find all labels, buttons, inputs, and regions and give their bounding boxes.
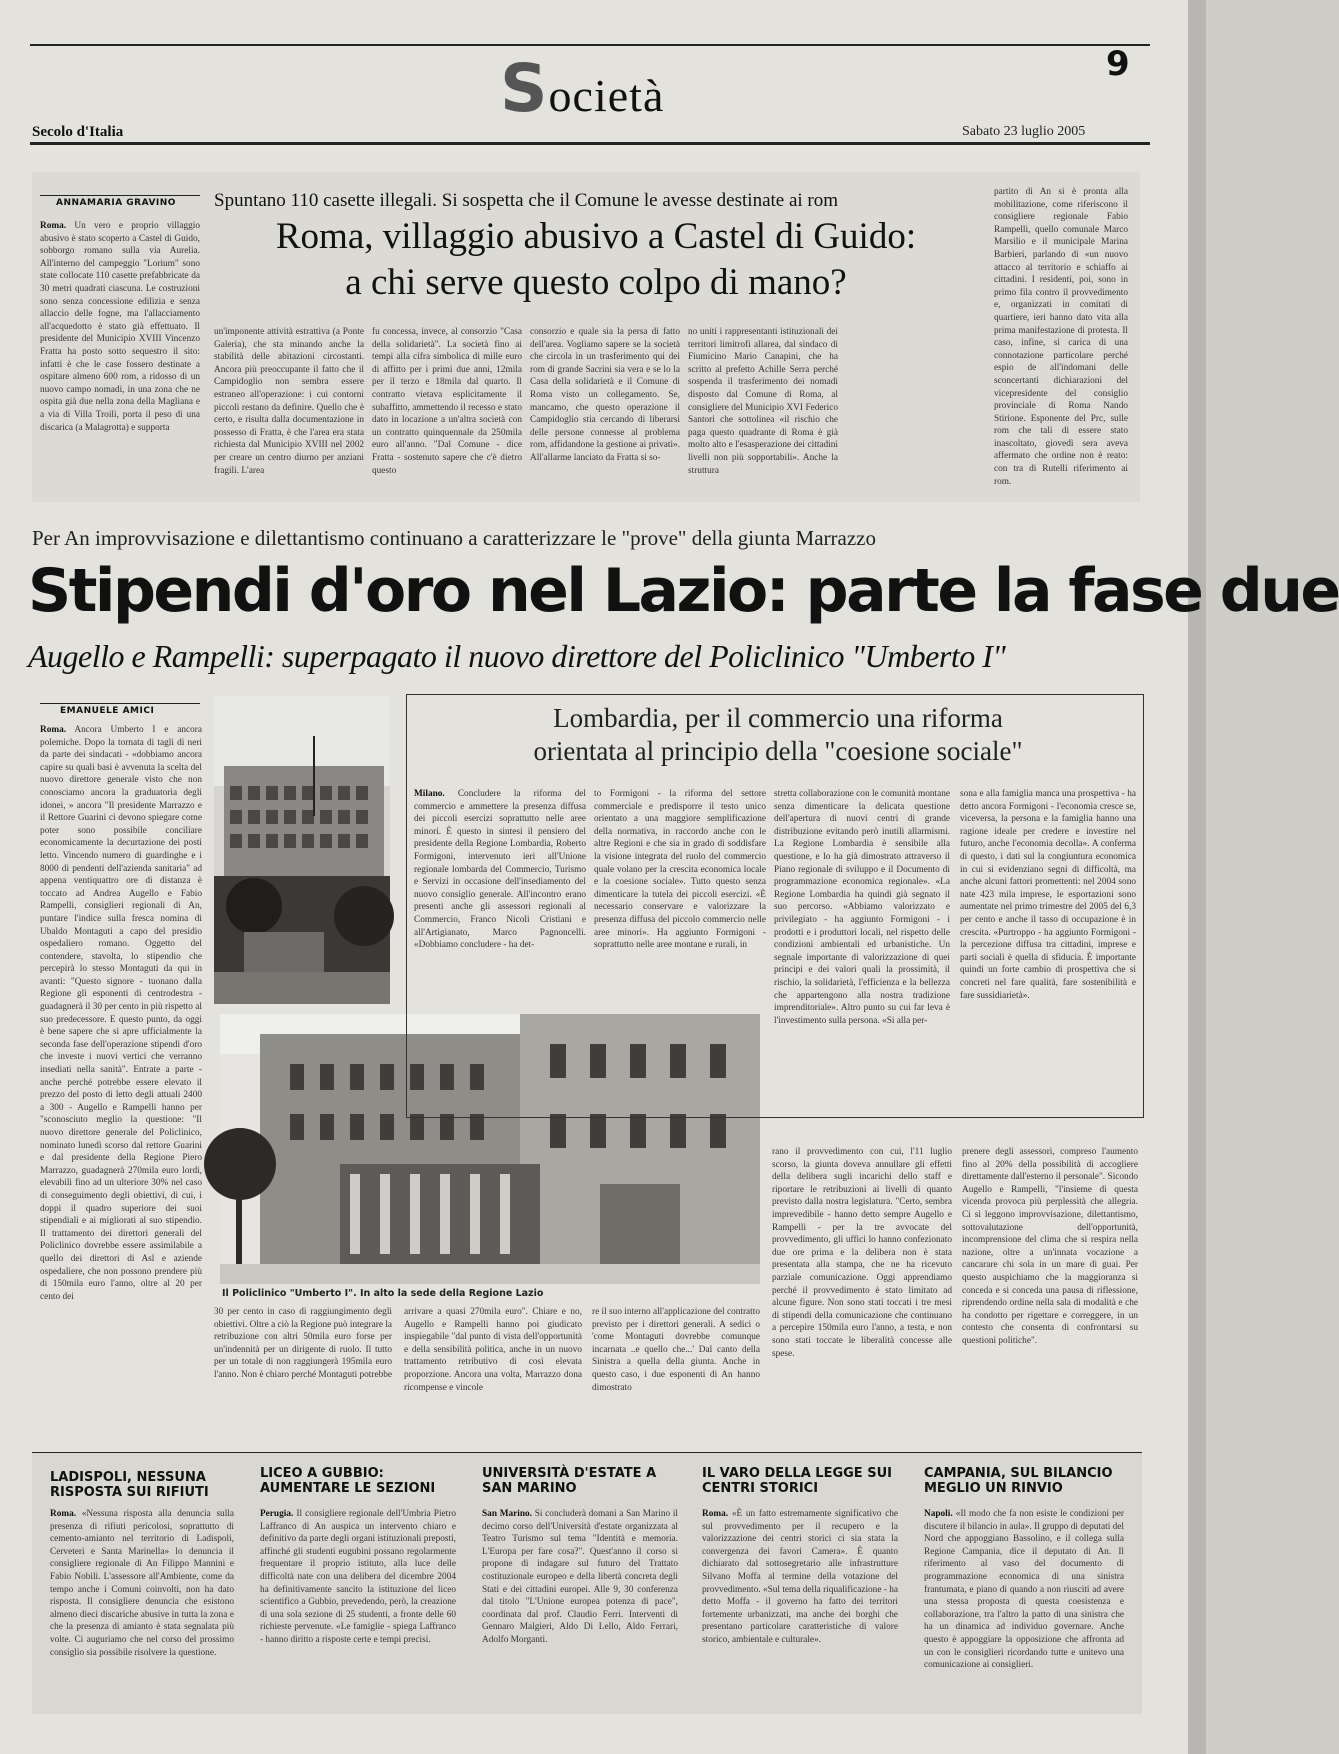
brief-4-title: IL VARO DELLA LEGGE SUI CENTRI STORICI [702, 1466, 892, 1496]
issue-date: Sabato 23 luglio 2005 [962, 124, 1086, 139]
brief-5-title: CAMPANIA, SUL BILANCIO MEGLIO UN RINVIO [924, 1466, 1113, 1496]
article2-headline: Stipendi d'oro nel Lazio: parte la fase due [28, 556, 1339, 626]
article2-dateline: Roma. [40, 725, 67, 735]
article1-column-1: Roma. Un vero e proprio villaggio abusivo è stato scoperto a Castel di Guido, sobborgo romano sulla via Aurelia. All'interno del campeggio "Lorium" sono state collocate 110 casette prefabbricate da 30 metri quadrati ciascuna. Le costruzioni sono senza concessione edilizia e senza allaccio delle fogne, ma l'allacciamento all'acquedotto è stato già effettuato. Il presidente del Municipio XVIII Vincenzo Fratta ha posto sotto sequestro il sito: infatti è che le case fossero destinate a ospitare almeno 600 rom, a ridosso di un nuovo campo nomadi, in una zona che ne ospita già due nella zona della Magliana e a via di Villa Troili, porta il peso di una discarica (a Malagrotta) e supporta [40, 221, 200, 433]
article1-column-6: partito di An si è pronta alla mobilitazione, come riferiscono il consigliere regionale Fabio Rampelli, quello comunale Marco Marsilio e il municipale Marina Barbieri, parlando di «un nuovo attacco al territorio e schiaffo ai cittadini. I residenti, poi, sono in primo fila contro il provvedimento e, organizzati in comitati di quartiere, ieri hanno dato vita alla prima manifestazione di protesta. Il caso, infine, si carica di una connotazione particolare perché espio de all'indomani delle sconcertanti dichiarazioni del vicepresidente del consiglio provinciale di Roma Nando Stirione. Esponente del Prc, sulle rom che tali di essere stato inascoltato, giovedì sera aveva affermato che ordine non è reato: con tra di Rutelli riferimento ai rom. [994, 187, 1128, 487]
section-title [500, 50, 664, 127]
byline-rule-2 [40, 703, 200, 704]
article1-column-4: consorzio e quale sia la persa di fatto dell'area. Vogliamo sapere se la società che circola in un trasferimento qui dei rom di grande Sacrini sia vera e se lo la Casa della solidarietà e il Comune di Roma visto un collegamento. Se, mancamo, che questo operazione il Campidoglio stia cercando di liberarsi delle persone connesse al problema rom, affidandone la gestione ai privati». All'allarme lanciato da Fratta si so- [530, 327, 680, 463]
article2-subhead: Augello e Rampelli: superpagato il nuovo direttore del Policlinico "Umberto I" [28, 638, 1006, 674]
box-column-3: stretta collaborazione con le comunità montane senza dimenticare la delicata questione dell'apertura di nuovi centri di grande distribuzione evitando però inutili allarmismi. La Regione Lombardia è sensibile alla questione, e lo ha già dimostrato attraverso il Piano regionale di sviluppo e il Documento di programmazione economica regionale». «La Regione Lombardia ha quindi già segnato il suo percorso. «Abbiamo valorizzato e privilegiato - ha aggiunto Formigoni - i prodotti e i produttori locali, nel rispetto delle condizioni ambientali ed urbanistiche. Un segnale importante di valorizzazione di quei principi e dei valori quali la prossimità, il rischio, la solidarietà, l'efficienza e la bellezza che appartengono alla nostra tradizione imprenditoriale». Altro punto su cui far leva è l'investimento sulla persona. «Si alla per- [774, 789, 950, 1026]
article1-kicker: Spuntano 110 casette illegali. Si sospetta che il Comune le avesse destinate ai rom [214, 190, 839, 211]
article2-column-3: arrivare a quasi 270mila euro". Chiare e no, Augello e Rampelli hanno poi giudicato inspiegabile "dal punto di vista dell'opportunità e della sensibilità politica, anche in un nuovo trattamento retributivo di così elevata proporzione. Ancora una volta, Marrazzo dona ricompense e vincole [404, 1307, 582, 1393]
box-column-2: to Formigoni - la riforma del settore commerciale e predisporre il testo unico orientato a una maggiore semplificazione della normativa, in raccordo anche con le altre Regioni e che sia in grado di soddisfare la visione integrata del ruolo del commercio quale volano per la crescita economica locale e la coesione sociale». Tutto questo senza dimenticare la tutela dei piccoli esercizi. «È necessario conservare e valorizzare la presenza diffusa del piccolo commercio nelle aree minori». Ha aggiunto Formigoni - soprattutto nelle aree montane e rurali, in [594, 789, 766, 951]
article1-byline: ANNAMARIA GRAVINO [56, 198, 176, 208]
paper-name: Secolo d'Italia [32, 124, 124, 140]
article2-column-1: Roma. Ancora Umberto I e ancora polemiche. Dopo la tornata di tagli di neri da parte dei sindacati - «dobbiamo ancora capire su quali basi è avvenuta la scelta del nuovo direttore generale visto che non conosciamo ancora la graduatoria degli idonei, » ancora "Il presidente Marrazzo e il Rettore Guarini ci devono spiegare come poter sono possibile conciliare economicamente la decurtazione dei posti letto. Vincendo numero di guardinghe e i 8000 di pendenti dell'azienda sanitaria" ad appena ventiquattro ore di distanza è toccato ad Andrea Augello e Fabio Rampelli, consiglieri regionali di An, puntare l'indice sulla fresca nomina di Ubaldo Montaguti a capo del presidio ospedaliero romano. Oggetto del contendere, stavolta, lo stipendio che percepirà lo stesso Montaguti da qui in avanti: "Questo signore - tuonano dalla Regione gli esponenti di centrodestra - guadagnerà il 30 per cento in più rispetto al suo predecessore. E questo punto, da oggi è bene sapere che si apre ufficialmente la seconda fase dell'operazione stipendi d'oro che investe i nuovi vertici che verranno insediati nella sanità". Entrate a parte - anche perché potrebbe essere elevato il prezzo del posto di letto degli attuali 2400 a 300 - Augello e Rampelli hanno per "sconosciuto meglio la questione: "Il nuovo direttore generale del Policlinico, nominato lunedì scorso dal rettore Guarini e dal presidente della Regione Piero Marrazzo, guadagnerà 270mila euro lordi, elevabili fino ad un ulteriore 30% nel caso di conseguimento degli obiettivi, di cui, i doppi il quadro superiore dei suoi stipendiali e ai migliorati al suo stipendio. Il trattamento dei direttori generali del Policlinico dovrebbe essere assimilabile a quello dei direttori di Asl e aziende ospedaliere, che non possono prendere più di 150mila euro l'anno, oltre al 20 per cento dei [40, 725, 203, 1302]
article2-column-5: rano il provvedimento con cui, l'11 luglio scorso, la giunta doveva annullare gli effetti della delibera sugli incarichi dello staff e riportare le retribuzioni ai livelli di quanto previsto dalla nostra legislatura. "Certo, sembra imprevedibile - hanno detto sempre Augello e Rampelli - per la tre avvocate del provvedimento, gli uffici lo hanno confezionato due ore prima e la delibera non è stata presentata alla stampa, che ne ha ricevuto parziale comunicazione. Oggi apprendiamo perché il provvedimento è stato limitato ad alcune figure. Non sono stati toccati i tre mesi di stipendi della comunicazione che continuano a percepire 150mila euro l'anno, a testa, e non sono stati toccate le liberalità concesse alle spese. [772, 1147, 952, 1359]
article1-column-2: un'imponente attività estrattiva (a Ponte Galeria), che sta minando anche la stabilità delle abitazioni circostanti. Ancora più preoccupante il fatto che il Campidoglio non sembra essere estraneo all'operazione: i cui contorni piccoli restano da definire. Quello che è certo, e risulta dalla documentazione in possesso di Fratta, è che l'area era stata richiesta dal Municipio XVIII nel 2002 per creare un centro diurno per anziani fragili. L'area [214, 327, 364, 476]
regione-lazio-building-image [214, 696, 390, 1004]
box-headline-line2: orientata al principio della "coesione sociale" [533, 736, 1023, 766]
brief-5-text: Napoli. «Il modo che fa non esiste le condizioni per discutere il bilancio in aula». Il gruppo di deputati del Nord che appoggiano Bassolino, e il collega sulla Regione Campania, dice il deputato di An. Il riferimento al vaso del documento di programmazione economica di una sinistra frantumata, e piano di quando a non riusciti ad avere una stessa proposta di questa coesistenza e collaborazione, tra l'altro la patto di una sinistra che ha un dinamica ad individuo governare. Anche questo è appoggiare la opposizione che affronta ad un con le consiglieri ricordando tutte e unitevo una comunicazione ai consiglieri. [924, 1509, 1124, 1671]
brief-2-text: Perugia. Il consigliere regionale dell'Umbria Pietro Laffranco di An auspica un intervento chiaro e definitivo da parte degli organi istituzionali preposti, affinché gli studenti eugubini possano regolarmente frequentare il proprio istituto, alla luce delle difficoltà nate con una delibera del dicembre 2004 ha definitivamente sancito la istituzione del liceo scientifico a Gubbio, prevedendo, però, la creazione di una sola sezione di 25 studenti, a fronte delle 60 richieste pervenute. «Le famiglie - spiega Laffranco - hanno diritto a risposte certe e tempi precisi. [260, 1509, 457, 1645]
section-title-rest: ocietà [548, 70, 665, 121]
box-headline [418, 702, 1138, 768]
byline-rule [40, 195, 200, 196]
box-dateline: Milano. [414, 789, 445, 799]
photo-caption: Il Policlinico "Umberto I". In alto la sede della Regione Lazio [222, 1288, 544, 1299]
article2-column-4: re il suo interno all'applicazione del contratto previsto per i direttori generali. A sedici o 'come Montaguti dovrebbe comunque incarnata ..e quello che...' Dal canto della Sinistra a quella della giunta. Anche in questo caso, i due esponenti di An hanno dimostrato [592, 1307, 760, 1393]
brief-1-text: Roma. «Nessuna risposta alla denuncia sulla presenza di rifiuti pericolosi, soprattutto di cemento-amianto nel territorio di Ladispoli, Cerveteri e Santa Marinella» lo denuncia il consigliere regionale di An Filippo Mannini e Fabio Nobili. L'assessore all'Ambiente, come da tempo anche i Comuni coinvolti, non ha dato risposta. Il consigliere denuncia che esistono almeno dieci discariche abusive in tutta la zona e che la presenza di amianto è stata segnalata più volte. Ci auguriamo che nel corso del prossimo consiglio sia possibile risolvere la questione. [50, 1509, 235, 1658]
box-headline-line1: Lombardia, per il commercio una riforma [553, 703, 1003, 733]
article1-column-3: fu concessa, invece, al consorzio "Casa della solidarietà". La società fino ai tempi alla cifra simbolica di mille euro di affitto per i primi due anni, 12mila per il terzo e 18mila dal quarto. Il contratto vietava esplicitamente il subaffitto, ammettendo il recesso e stato dato in locazione a un'altra società con un contratto quinquennale da 250mila euro all'anno. "Dal Comune - dice Fratta - sostenuto sapere che c'è dietro questo [372, 327, 522, 476]
article1-headline-line2: a chi serve questo colpo di mano? [345, 262, 847, 303]
box-column-4: sona e alla famiglia manca una prospettiva - ha detto ancora Formigoni - l'economia cresce se, viceversa, la persona e la famiglia hanno una ragione ideale per credere e investire nel futuro, anche l'economia decolla». A conferma di questo, i dati sul la congiuntura economica in cui si evidenziano segni di difficoltà, ma anche alcuni fattori promettenti: nel 2004 sono nate 423 mila imprese, le esportazioni sono aumentate nel primo trimestre del 2005 del 6,3 per cento e anche il tasso di occupazione è in crescita. «Purtroppo - ha aggiunto Formigoni - la percezione diffusa tra cittadini, imprese e parti sociali è quella di sfiducia. È importante quindi un forte cambio di prospettiva che si concreti nel fare qualità, fare sostenibilità e fare sussidiarietà». [960, 789, 1136, 1001]
brief-3-title: UNIVERSITÀ D'ESTATE A SAN MARINO [482, 1466, 657, 1496]
article1-headline-line1: Roma, villaggio abusivo a Castel di Guido: [275, 216, 917, 257]
section-initial: S [500, 50, 549, 127]
page-number: 9 [1106, 44, 1130, 84]
article2-kicker: Per An improvvisazione e dilettantismo continuano a caratterizzare le "prove" della giunta Marrazzo [32, 526, 876, 550]
article1-headline [216, 214, 976, 306]
top-rule [30, 44, 1150, 46]
briefs-rule [32, 1452, 1142, 1453]
article1-column-5: no uniti i rappresentanti istituzionali dei territori limitrofi allarea, dal sindaco di Fiumicino Mario Canapini, che ha scritto al prefetto Achille Serra perché sospenda il trasferimento dei nomadi disposto dal Comune di Roma, al consigliere del Municipio XVI Federico Santori che sottolinea «il rischio che paga questo quadrante di Roma è già molto alto e l'esasperazione dei cittadini livelli non più sopportabili». Anche la struttura [688, 327, 838, 476]
brief-3-text: San Marino. Si concluderà domani a San Marino il decimo corso dell'Università d'estate organizzata al Teatro Turismo sul tema "Identità e memoria. L'Europa per fare cosa?". Quest'anno il corso si propone di indagare sul futuro del Trattato costituzionale europeo e della libertà concreta degli Stati e dei cittadini europei. Alle 9, 30 conferenza dal titolo "L'Unione europea potenza di pace", coordinata dal prof. Claudio Ferri. Interventi di Gennaro Malgieri, Aldo Di Lello, Aldo Ferrari, Adolfo Morganti. [482, 1509, 678, 1645]
page-edge [1188, 0, 1206, 1754]
brief-4-text: Roma. «È un fatto estremamente significativo che sul provvedimento per il recupero e la valorizzazione dei centri storici ci sia stata la convergenza dei favori Camera». È quanto dichiarato dal sottosegretario alle infrastrutture Silvano Moffa al termine della votazione del provvedimento. «Sul tema della riqualificazione - ha detto Moffa - il governo ha fatto dei territori fortemente urbanizzati, ma anche dei borghi che presentano particolare caratteristiche di valore storico, ambientale e culturale». [702, 1509, 898, 1645]
brief-1-title: LADISPOLI, NESSUNA RISPOSTA SUI RIFIUTI [50, 1470, 209, 1500]
article1-dateline: Roma. [40, 221, 67, 231]
masthead-rule [30, 142, 1150, 145]
brief-2-title: LICEO A GUBBIO: AUMENTARE LE SEZIONI [260, 1466, 436, 1496]
article2-byline: EMANUELE AMICI [60, 706, 155, 716]
box-column-1: Milano. Concludere la riforma del commercio e ammettere la presenza diffusa dei piccoli esercizi soprattutto nelle aree minori. È questo in sintesi il pensiero del presidente della Regione Lombardia, Roberto Formigoni, intervenuto ieri all'Unione regionale lombarda del Commercio, Turismo e Servizi in occasione dell'insediamento del nuovo consiglio generale. All'incontro erano presenti anche gli assessori regionali al Commercio, Franco Nicoli Cristiani e all'Artigianato, Marco Pagnoncelli. «Dobbiamo concludere - ha det- [414, 789, 586, 951]
article2-column-2: 30 per cento in caso di raggiungimento degli obiettivi. Oltre a ciò la Regione può integrare la retribuzione con altri 50mila euro forse per un'indennità per un dirigente di ruolo. Il tutto per un totale di non raggiungerà 195mila euro l'anno. Non è chiaro perché Montaguti potrebbe [214, 1307, 392, 1380]
article2-column-6: prenere degli assessori, compreso l'aumento fino al 20% della possibilità di accogliere direttamente dall'esterno il personale". Sicondo Augello e Rampelli, "l'insieme di questa vicenda provoca più perplessità che allegria. Ci si leggono improvvisazione, dilettantismo, sottovalutazione dell'opportunità, incomprensione del clima che si respira nella nazione, oltre a un'innata vocazione a cancarare chi sola in un mare di guai. Per questo auspichiamo che la maggioranza si conceda e si conceda una pausa di riflessione, riprendendo ordine nella sala di modalità e che ha condotto per rigettare e correggere, in un contesto che consenta di confrontarsi su questioni politiche". [962, 1147, 1138, 1346]
photo-regione-lazio [214, 696, 390, 1004]
